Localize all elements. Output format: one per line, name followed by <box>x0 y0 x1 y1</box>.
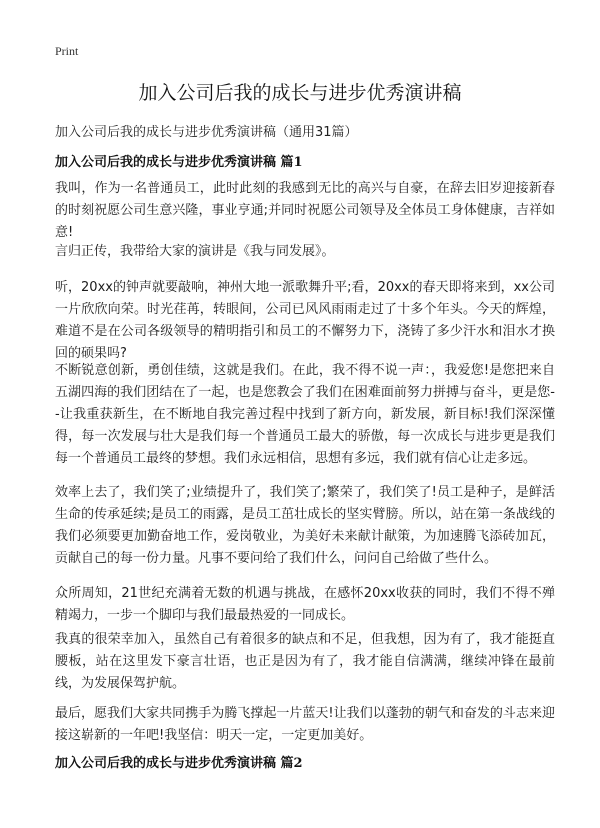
section-heading-2: 加入公司后我的成长与进步优秀演讲稿 篇2 <box>55 756 303 771</box>
paragraph: 最后，愿我们大家共同携手为腾飞撑起一片蓝天!让我们以蓬勃的朝气和奋发的斗志来迎接这崭新的一年吧!我坚信：明天一定，一定更加美好。 <box>55 706 555 743</box>
document-subtitle: 加入公司后我的成长与进步优秀演讲稿（通用31篇） <box>55 125 358 140</box>
paragraph: 众所周知，21世纪充满着无数的机遇与挑战，在感怀20xx收获的同时，我们不得不殚精竭力，一步一个脚印与我们最最热爱的一同成长。 <box>55 586 555 623</box>
paragraph: 不断锐意创新，勇创佳绩，这就是我们。在此，我不得不说一声：，我爱您!是您把来自五湖四海的我们团结在了一起，也是您教会了我们在困难面前努力拼搏与奋斗，更是您--让我重获新生，在不断地自我完善过程中找到了新方向，新发展，新目标!我们深深懂得，每一次发展与壮大是我们每一个普通员工最大的骄傲，每一次成长与进步更是我们每一个普通员工最终的梦想。我们永远相信，思想有多远，我们就有信心让走多远。 <box>55 363 555 466</box>
page-title: 加入公司后我的成长与进步优秀演讲稿 <box>138 82 462 104</box>
print-link[interactable]: Print <box>55 44 79 58</box>
paragraph: 效率上去了，我们笑了;业绩提升了，我们笑了;繁荣了，我们笑了!员工是种子，是鲜活生命的传承延续;是员工的雨露，是员工茁壮成长的坚实臂膀。所以，站在第一条战线的我们必须要更加勤奋地工作，爱岗敬业，为美好未来献计献策，为加速腾飞添砖加瓦，贡献自己的每一份力量。凡事不要问给了我们什么，问问自己给做了些什么。 <box>55 485 555 566</box>
paragraph: 听，20xx的钟声就要敲响，神州大地一派歌舞升平;看，20xx的春天即将来到，xx公司一片欣欣向荣。时光荏苒，转眼间，公司已风风雨雨走过了十多个年头。今天的辉煌，难道不是在公司各级领导的精明指引和员工的不懈努力下，浇铸了多少汗水和泪水才换回的硕果吗? <box>55 280 555 361</box>
paragraph: 言归正传，我带给大家的演讲是《我与同发展》。 <box>55 244 335 259</box>
paragraph: 我叫，作为一名普通员工，此时此刻的我感到无比的高兴与自豪，在辞去旧岁迎接新春的时刻祝愿公司生意兴隆，事业亨通;并同时祝愿公司领导及全体员工身体健康，吉祥如意! <box>55 181 555 240</box>
section-heading-1: 加入公司后我的成长与进步优秀演讲稿 篇1 <box>55 155 303 170</box>
paragraph: 我真的很荣幸加入，虽然自己有着很多的缺点和不足，但我想，因为有了，我才能挺直腰板，站在这里发下豪言壮语，也正是因为有了，我才能自信满满，继续冲锋在最前线，为发展保驾护航。 <box>55 632 555 691</box>
